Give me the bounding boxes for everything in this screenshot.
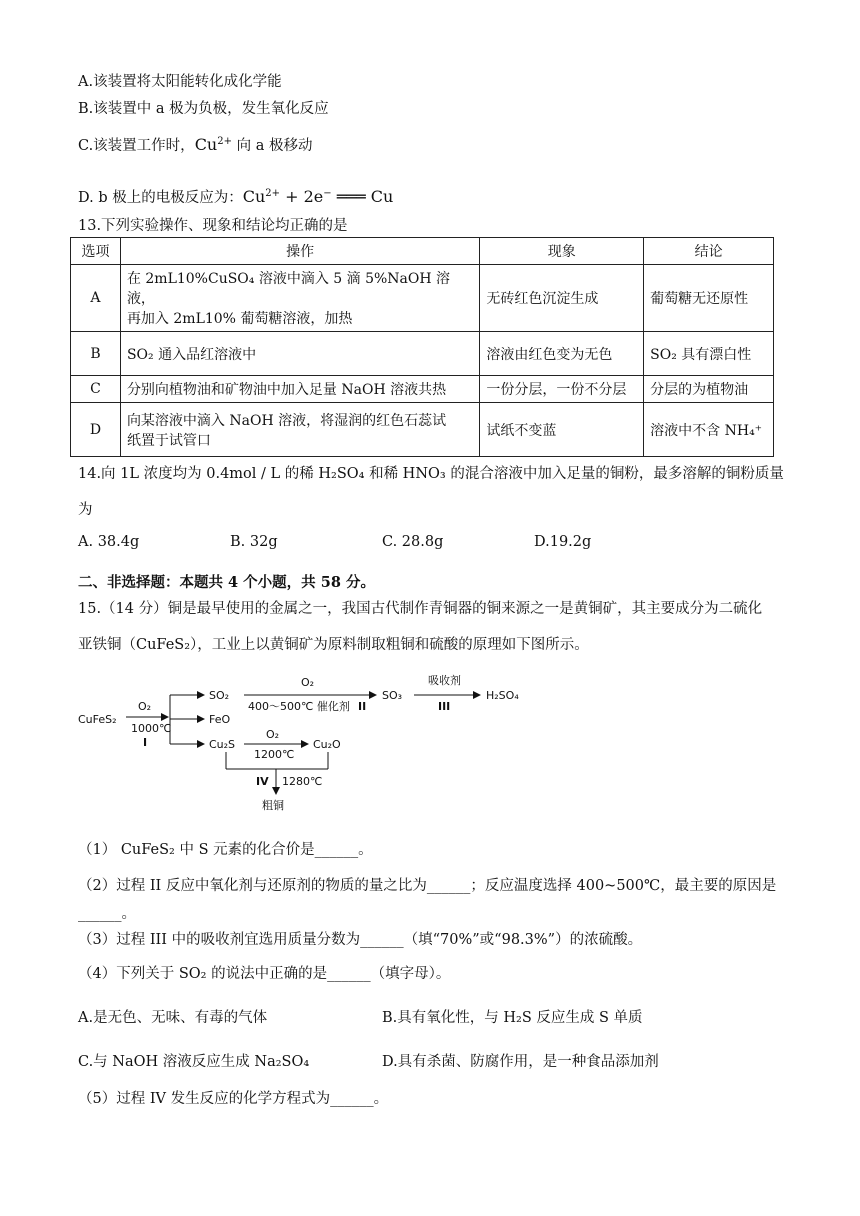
o2-label-2: O₂ <box>301 676 315 689</box>
q14-stem-line2: 为 <box>78 502 93 518</box>
q12-option-d-eq2sup: − <box>323 188 332 200</box>
q14-option-a: A. 38.4g <box>78 534 140 550</box>
q13-table <box>70 237 774 457</box>
q12-option-a: A.该装置将太阳能转化成化学能 <box>78 74 282 90</box>
q12-option-d-charge: 2+ <box>265 188 281 200</box>
q15-sub2-line2: ______。 <box>78 906 136 922</box>
row-operation: SO₂ 通入品红溶液中 <box>120 332 479 376</box>
temp-label-3: 1200℃ <box>254 748 295 761</box>
row-operation-line1: 向某溶液中滴入 NaOH 溶液，将湿润的红色石蕊试 <box>126 412 447 429</box>
o2-label-3: O₂ <box>266 728 280 741</box>
absorbent-label: 吸收剂 <box>428 674 461 687</box>
row-option: D <box>71 403 121 457</box>
row-operation <box>120 265 479 332</box>
q15-stem-line2: 亚铁铜（CuFeS₂），工业上以黄铜矿为原料制取粗铜和硫酸的原理如下图所示。 <box>78 637 589 653</box>
q12-option-b: B.该装置中 a 极为负极，发生氧化反应 <box>78 101 329 117</box>
so2-label: SO₂ <box>209 689 230 702</box>
q15-stem-line1: 15.（14 分）铜是最早使用的金属之一，我国古代制作青铜器的铜来源之一是黄铜矿，其主要成分为二硫化 <box>78 601 763 617</box>
q12-option-c <box>78 134 312 155</box>
row-option: C <box>71 376 121 403</box>
step2-label: II <box>358 700 367 713</box>
row-operation-line2: 纸置于试管口 <box>126 432 211 449</box>
q14-option-c: C. 28.8g <box>382 534 444 550</box>
row-phenomenon: 无砖红色沉淀生成 <box>480 265 644 332</box>
q15-sub5: （5）过程 IV 发生反应的化学方程式为______。 <box>78 1091 389 1107</box>
process-flow-diagram <box>76 672 546 822</box>
cu2o-label: Cu₂O <box>313 738 341 751</box>
q12-option-d-eq2: + 2e <box>280 187 324 206</box>
so3-label: SO₃ <box>382 689 403 702</box>
feo-label: FeO <box>209 713 231 726</box>
table-header-row <box>71 238 774 265</box>
q15-sub4-option-d: D.具有杀菌、防腐作用，是一种食品添加剂 <box>382 1054 659 1070</box>
q12-option-c-charge: 2+ <box>217 136 232 148</box>
header-operation: 操作 <box>120 238 479 265</box>
table-row <box>71 265 774 332</box>
q15-sub4-option-c: C.与 NaOH 溶液反应生成 Na₂SO₄ <box>78 1054 310 1070</box>
row-phenomenon: 溶液由红色变为无色 <box>480 332 644 376</box>
row-operation: 分别向植物油和矿物油中加入足量 NaOH 溶液共热 <box>120 376 479 403</box>
q12-option-d-eq1: Cu <box>242 187 266 206</box>
table-row <box>71 403 774 457</box>
cu2s-label: Cu₂S <box>209 738 236 751</box>
cond-label-2: 400～500℃ 催化剂 <box>248 700 350 713</box>
row-operation <box>120 403 479 457</box>
q15-sub1: （1） CuFeS₂ 中 S 元素的化合价是______。 <box>78 842 373 858</box>
q15-sub4: （4）下列关于 SO₂ 的说法中正确的是______（填字母）。 <box>78 966 451 982</box>
row-option: A <box>71 265 121 332</box>
temp-label-1: 1000℃ <box>131 722 172 735</box>
temp-label-4: 1280℃ <box>282 775 323 788</box>
q13-stem: 13.下列实验操作、现象和结论均正确的是 <box>78 218 348 234</box>
q15-sub4-option-a: A.是无色、无味、有毒的气体 <box>78 1010 268 1026</box>
header-conclusion: 结论 <box>644 238 774 265</box>
q12-option-d-pre: D. b 极上的电极反应为： <box>78 190 243 206</box>
q15-sub4-option-b: B.具有氧化性，与 H₂S 反应生成 S 单质 <box>382 1010 643 1026</box>
header-phenomenon: 现象 <box>480 238 644 265</box>
step4-label: IV <box>256 775 269 788</box>
h2so4-label: H₂SO₄ <box>486 689 519 702</box>
table-row <box>71 376 774 403</box>
table-row <box>71 332 774 376</box>
q14-stem-line1: 14.向 1L 浓度均为 0.4mol / L 的稀 H₂SO₄ 和稀 HNO₃ 的混合溶液中加入足量的铜粉，最多溶解的铜粉质量 <box>78 466 784 482</box>
q12-option-d <box>78 186 393 207</box>
crude-copper-label: 粗铜 <box>262 799 284 812</box>
q12-option-c-pre: C.该装置工作时， <box>78 138 195 154</box>
q15-sub2-line1: （2）过程 II 反应中氧化剂与还原剂的物质的量之比为______；反应温度选择 400~500℃，最主要的原因是 <box>78 878 777 894</box>
row-phenomenon: 试纸不变蓝 <box>480 403 644 457</box>
q15-sub3: （3）过程 III 中的吸收剂宜选用质量分数为______（填“70%”或“98.3%”）的浓硫酸。 <box>78 932 643 948</box>
step3-label: III <box>438 700 451 713</box>
row-operation-line2: 再加入 2mL10% 葡萄糖溶液，加热 <box>126 311 353 327</box>
q14-option-d: D.19.2g <box>534 534 592 550</box>
row-conclusion: SO₂ 具有漂白性 <box>644 332 774 376</box>
row-conclusion: 葡萄糖无还原性 <box>644 265 774 332</box>
header-option: 选项 <box>71 238 121 265</box>
q14-option-b: B. 32g <box>230 534 278 550</box>
o2-label-1: O₂ <box>138 700 152 713</box>
row-conclusion: 溶液中不含 NH₄⁺ <box>644 403 774 457</box>
section-title: 二、非选择题：本题共 4 个小题，共 58 分。 <box>78 574 375 591</box>
step1-label: I <box>143 736 148 749</box>
q12-option-c-post: 向 a 极移动 <box>231 138 313 154</box>
row-operation-line1: 在 2mL10%CuSO₄ 溶液中滴入 5 滴 5%NaOH 溶液， <box>126 271 451 307</box>
q12-option-d-eq3: ═══ Cu <box>331 187 394 206</box>
row-phenomenon: 一份分层，一份不分层 <box>480 376 644 403</box>
cufes2-label: CuFeS₂ <box>78 713 117 726</box>
q12-option-c-ion: Cu <box>194 135 218 154</box>
row-option: B <box>71 332 121 376</box>
row-conclusion: 分层的为植物油 <box>644 376 774 403</box>
